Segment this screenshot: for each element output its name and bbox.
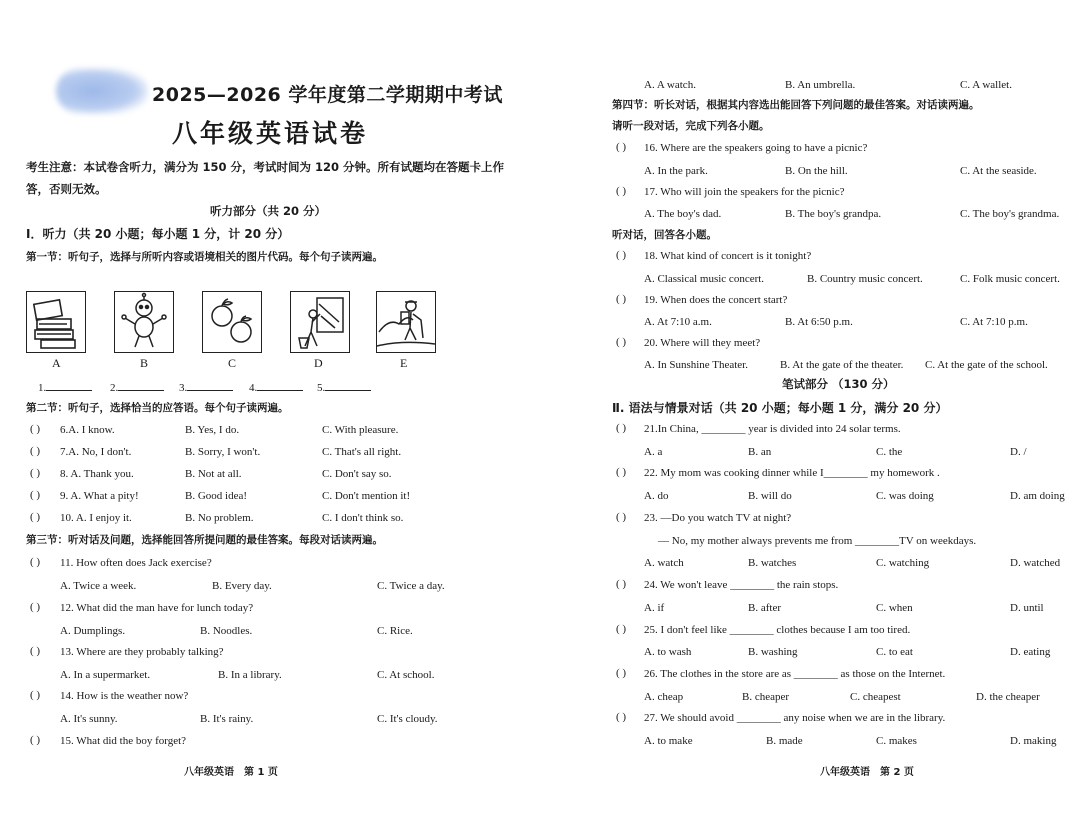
option-c: C. Don't mention it! — [322, 490, 411, 502]
page-footer-1: 八年级英语 第 1 页 — [184, 767, 278, 778]
option-c: C. was doing — [876, 490, 934, 502]
answer-paren[interactable]: ( ) — [30, 511, 41, 523]
option-c: C. At the seaside. — [960, 165, 1037, 177]
picture-label-e: E — [400, 356, 408, 370]
answer-paren[interactable]: ( ) — [616, 578, 627, 590]
option-a: A. It's sunny. — [60, 713, 118, 725]
option-a: 8. A. Thank you. — [60, 468, 134, 480]
option-b: B. An umbrella. — [785, 79, 856, 91]
option-b: B. Every day. — [212, 580, 272, 592]
option-a: A. The boy's dad. — [644, 208, 722, 220]
option-b: B. At 6:50 p.m. — [785, 316, 853, 328]
option-b: B. Not at all. — [185, 468, 242, 480]
option-b: B. made — [766, 735, 803, 747]
question-stem: 14. How is the weather now? — [60, 690, 189, 702]
option-a: A. In a supermarket. — [60, 669, 151, 681]
option-c: C. At the gate of the school. — [925, 359, 1048, 371]
option-b: B. Sorry, I won't. — [185, 446, 261, 458]
option-b: B. Noodles. — [200, 625, 253, 637]
question-stem: 12. What did the man have for lunch today? — [60, 602, 254, 614]
answer-paren[interactable]: ( ) — [30, 556, 41, 568]
answer-paren[interactable]: ( ) — [616, 249, 627, 261]
option-a: 10. A. I enjoy it. — [60, 512, 132, 524]
option-b: B. Good idea! — [185, 490, 248, 502]
question-stem: 18. What kind of concert is it tonight? — [644, 250, 812, 262]
option-c: C. Rice. — [377, 625, 413, 637]
option-b: B. watches — [748, 557, 797, 569]
option-c: C. makes — [876, 735, 917, 747]
answer-blank-3[interactable]: 3. — [179, 380, 233, 395]
option-b: B. cheaper — [742, 691, 790, 703]
writing-part-title: 笔试部分 （130 分） — [782, 377, 895, 391]
option-d: D. eating — [1010, 646, 1051, 658]
option-c: C. Don't say so. — [322, 468, 392, 480]
option-d: D. watched — [1010, 557, 1061, 569]
answer-paren[interactable]: ( ) — [616, 623, 627, 635]
picture-label-c: C — [228, 356, 237, 370]
sec1-instruction: 第一节：听句子，选择与所听内容或语境相关的图片代码。每个句子读两遍。 — [26, 251, 383, 263]
question-stem: 24. We won't leave ________ the rain stops. — [644, 579, 839, 591]
answer-blank-1[interactable]: 1. — [38, 380, 92, 395]
option-b: B. In a library. — [218, 669, 282, 681]
question-stem: 21.In China, ________ year is divided into 24 solar terms. — [644, 423, 901, 435]
apples-icon — [202, 291, 262, 353]
cleaning-window-icon — [290, 291, 350, 353]
answer-paren[interactable]: ( ) — [616, 466, 627, 478]
picture-label-d: D — [314, 356, 323, 370]
books-icon — [26, 291, 86, 353]
answer-paren[interactable]: ( ) — [616, 711, 627, 723]
sec3-instruction: 第三节：听对话及问题，选择能回答所提问题的最佳答案。每段对话读两遍。 — [26, 534, 383, 546]
option-a: A. Classical music concert. — [644, 273, 765, 285]
picture-label-b: B — [140, 356, 149, 370]
option-c: C. cheapest — [850, 691, 901, 703]
option-a: A. to wash — [644, 646, 692, 658]
option-b: B. after — [748, 602, 781, 614]
option-c: C. With pleasure. — [322, 424, 399, 436]
option-a: A. a — [644, 446, 663, 458]
picture-label-a: A — [52, 356, 61, 370]
option-a: 9. A. What a pity! — [60, 490, 139, 502]
question-stem: 20. Where will they meet? — [644, 337, 761, 349]
answer-paren[interactable]: ( ) — [616, 141, 627, 153]
question-stem: 11. How often does Jack exercise? — [60, 557, 212, 569]
page-footer-2: 八年级英语 第 2 页 — [820, 767, 914, 778]
question-stem: 13. Where are they probably talking? — [60, 646, 224, 658]
answer-paren[interactable]: ( ) — [616, 422, 627, 434]
answer-paren[interactable]: ( ) — [30, 445, 41, 457]
exam-page-2 — [540, 0, 1080, 817]
option-d: D. am doing — [1010, 490, 1065, 502]
option-d: D. / — [1010, 446, 1027, 458]
answer-paren[interactable]: ( ) — [616, 667, 627, 679]
option-b: B. Yes, I do. — [185, 424, 240, 436]
answer-paren[interactable]: ( ) — [616, 336, 627, 348]
option-c: C. At school. — [377, 669, 435, 681]
answer-paren[interactable]: ( ) — [30, 467, 41, 479]
option-b: B. The boy's grandpa. — [785, 208, 882, 220]
exam-notice: 考生注意：本试卷含听力，满分为 150 分，考试时间为 120 分钟。所有试题均在答题卡上作答，否则无效。 — [26, 160, 505, 196]
answer-paren[interactable]: ( ) — [30, 423, 41, 435]
option-a: 6.A. I know. — [60, 424, 115, 436]
option-a: A. In the park. — [644, 165, 708, 177]
option-a: A. if — [644, 602, 665, 614]
option-a: A. watch — [644, 557, 684, 569]
option-b: B. an — [748, 446, 772, 458]
answer-paren[interactable]: ( ) — [616, 293, 627, 305]
option-c: C. A wallet. — [960, 79, 1012, 91]
listening-section-title: Ⅰ．听力（共 20 小题；每小题 1 分，计 20 分） — [26, 227, 290, 241]
writing-section-title: Ⅱ. 语法与情景对话（共 20 小题；每小题 1 分，满分 20 分） — [612, 401, 948, 415]
option-a: A. to make — [644, 735, 693, 747]
option-a: A. Twice a week. — [60, 580, 137, 592]
question-stem: 26. The clothes in the store are as ________ as those on the Internet. — [644, 668, 946, 680]
option-c: C. Folk music concert. — [960, 273, 1060, 285]
option-a: A. In Sunshine Theater. — [644, 359, 748, 371]
option-c: C. The boy's grandma. — [960, 208, 1060, 220]
answer-paren[interactable]: ( ) — [616, 511, 627, 523]
robot-icon — [114, 291, 174, 353]
option-a: A. A watch. — [644, 79, 696, 91]
option-b: B. On the hill. — [785, 165, 848, 177]
question-stem: 23. —Do you watch TV at night? — [644, 512, 792, 524]
option-d: D. until — [1010, 602, 1044, 614]
answer-blank-4[interactable]: 4. — [249, 380, 303, 395]
option-c: C. when — [876, 602, 913, 614]
option-c: C. watching — [876, 557, 930, 569]
question-stem: 27. We should avoid ________ any noise when we are in the library. — [644, 712, 946, 724]
option-b: B. Country music concert. — [807, 273, 923, 285]
option-b: B. It's rainy. — [200, 713, 254, 725]
question-stem: 19. When does the concert start? — [644, 294, 788, 306]
option-c: C. Twice a day. — [377, 580, 445, 592]
option-d: D. making — [1010, 735, 1057, 747]
option-b: B. washing — [748, 646, 798, 658]
option-a: A. Dumplings. — [60, 625, 126, 637]
question-stem: 22. My mom was cooking dinner while I________ my homework . — [644, 467, 940, 479]
option-c: C. to eat — [876, 646, 913, 658]
exam-subtitle: 八年级英语试卷 — [172, 119, 369, 148]
answer-paren[interactable]: ( ) — [30, 689, 41, 701]
answer-paren[interactable]: ( ) — [30, 601, 41, 613]
option-d: D. the cheaper — [976, 691, 1040, 703]
option-c: C. At 7:10 p.m. — [960, 316, 1028, 328]
hiker-icon — [376, 291, 436, 353]
option-c: C. the — [876, 446, 903, 458]
option-c: C. That's all right. — [322, 446, 402, 458]
option-b: B. will do — [748, 490, 792, 502]
option-a: A. At 7:10 a.m. — [644, 316, 712, 328]
sec4-sub1: 请听一段对话，完成下列各小题。 — [612, 120, 770, 132]
option-c: C. I don't think so. — [322, 512, 404, 524]
answer-paren[interactable]: ( ) — [30, 645, 41, 657]
option-b: B. At the gate of the theater. — [780, 359, 904, 371]
listening-part-title: 听力部分（共 20 分） — [210, 204, 327, 218]
question-stem: 15. What did the boy forget? — [60, 735, 187, 747]
option-a: 7.A. No, I don't. — [60, 446, 132, 458]
question-stem: 25. I don't feel like ________ clothes because I am too tired. — [644, 624, 911, 636]
answer-paren[interactable]: ( ) — [30, 734, 41, 746]
option-a: A. cheap — [644, 691, 684, 703]
question-stem-reply: — No, my mother always prevents me from ________TV on weekdays. — [658, 535, 977, 547]
exam-title: 2025—2026 学年度第二学期期中考试 — [152, 84, 503, 106]
answer-blank-2[interactable]: 2. — [110, 380, 164, 395]
option-b: B. No problem. — [185, 512, 254, 524]
sec2-instruction: 第二节：听句子，选择恰当的应答语。每个句子读两遍。 — [26, 402, 289, 414]
option-c: C. It's cloudy. — [377, 713, 438, 725]
answer-paren[interactable]: ( ) — [616, 185, 627, 197]
question-stem: 17. Who will join the speakers for the picnic? — [644, 186, 845, 198]
sec4-instruction: 第四节：听长对话，根据其内容选出能回答下列问题的最佳答案。对话读两遍。 — [612, 99, 980, 111]
question-stem: 16. Where are the speakers going to have a picnic? — [644, 142, 868, 154]
answer-paren[interactable]: ( ) — [30, 489, 41, 501]
answer-blank-5[interactable]: 5. — [317, 380, 371, 395]
option-a: A. do — [644, 490, 669, 502]
sec4-sub2: 听对话，回答各小题。 — [612, 229, 717, 241]
blurred-watermark — [56, 68, 148, 114]
